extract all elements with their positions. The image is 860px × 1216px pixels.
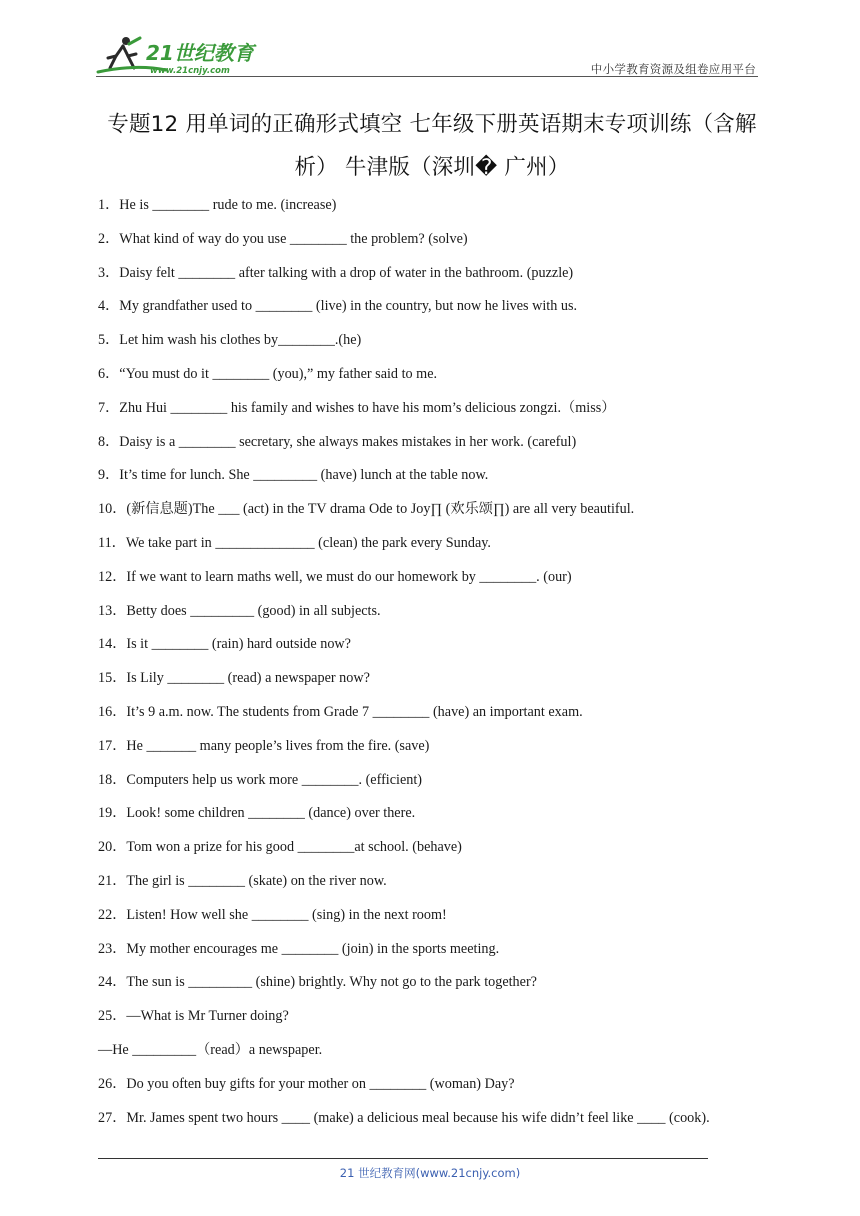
question-item <box>98 330 778 364</box>
question-number: 25． <box>98 1008 127 1025</box>
question-text: If we want to learn maths well, we must do our homework by ________. (our) <box>126 568 572 585</box>
question-item <box>98 736 778 770</box>
question-number: 5． <box>98 332 120 349</box>
question-text: It’s 9 a.m. now. The students from Grade 7 ________ (have) an important exam. <box>126 703 583 720</box>
question-text: Is it ________ (rain) hard outside now? <box>126 636 351 653</box>
svg-text:www.21cnjy.com: www.21cnjy.com <box>150 66 230 76</box>
question-item <box>98 1040 778 1074</box>
question-text: Betty does _________ (good) in all subjects. <box>126 602 381 619</box>
question-item <box>98 601 778 635</box>
question-number: 10． <box>98 501 127 518</box>
question-text: The girl is ________ (skate) on the river now. <box>126 872 387 889</box>
question-number: 21． <box>98 872 127 889</box>
footer-text: 21 世纪教育网(www.21cnjy.com) <box>339 1166 521 1180</box>
question-text: He _______ many people’s lives from the fire. (save) <box>126 737 430 754</box>
question-item <box>98 837 778 871</box>
page-header <box>96 30 758 78</box>
question-item <box>98 668 778 702</box>
question-text: My grandfather used to ________ (live) in the country, but now he lives with us. <box>119 298 578 315</box>
question-item <box>98 702 778 736</box>
question-number: 12． <box>98 568 127 585</box>
document-title: 专题12 用单词的正确形式填空 七年级下册英语期末专项训练（含解析） 牛津版（深圳� 广州） <box>107 112 757 180</box>
question-text: Look! some children ________ (dance) over there. <box>126 805 416 822</box>
header-divider <box>96 76 758 77</box>
footer-divider <box>98 1158 708 1159</box>
question-text: Daisy felt ________ after talking with a drop of water in the bathroom. (puzzle) <box>119 264 574 281</box>
question-text: Computers help us work more ________. (efficient) <box>126 771 423 788</box>
question-item <box>98 398 778 432</box>
question-text: What kind of way do you use ________ the problem? (solve) <box>119 230 468 247</box>
question-text: —He _________（read）a newspaper. <box>98 1041 323 1058</box>
question-item <box>98 432 778 466</box>
question-number: 24． <box>98 974 127 991</box>
question-item <box>98 1074 778 1108</box>
question-list <box>98 195 778 1141</box>
question-text: Daisy is a ________ secretary, she always makes mistakes in her work. (careful) <box>119 433 577 450</box>
svg-text:21世纪教育: 21世纪教育 <box>146 41 254 65</box>
question-text: The sun is _________ (shine) brightly. Why not go to the park together? <box>126 974 537 991</box>
question-item <box>98 1108 778 1142</box>
question-item <box>98 229 778 263</box>
question-item <box>98 263 778 297</box>
question-text: My mother encourages me ________ (join) in the sports meeting. <box>126 940 500 957</box>
question-number: 9． <box>98 467 120 484</box>
question-number: 13． <box>98 602 127 619</box>
question-number: 16． <box>98 703 127 720</box>
question-text: We take part in ______________ (clean) the park every Sunday. <box>125 534 491 551</box>
question-text: He is ________ rude to me. (increase) <box>119 197 337 213</box>
question-number: 7． <box>98 399 120 416</box>
question-number: 15． <box>98 670 127 687</box>
question-number: 26． <box>98 1075 127 1092</box>
site-logo <box>96 34 266 76</box>
question-number: 17． <box>98 737 127 754</box>
question-number: 14． <box>98 636 127 653</box>
question-item <box>98 871 778 905</box>
question-text: It’s time for lunch. She _________ (have) lunch at the table now. <box>119 467 489 484</box>
question-item <box>98 533 778 567</box>
question-item <box>98 195 778 229</box>
question-number: 27． <box>98 1109 127 1126</box>
question-text: Mr. James spent two hours ____ (make) a delicious meal because his wife didn’t feel like ____ (cook). <box>126 1109 710 1126</box>
question-item <box>98 634 778 668</box>
question-text: Zhu Hui ________ his family and wishes to have his mom’s delicious zongzi.（miss） <box>119 399 616 416</box>
question-number: 18． <box>98 771 127 788</box>
question-item <box>98 499 778 533</box>
question-text: Do you often buy gifts for your mother on ________ (woman) Day? <box>126 1075 515 1092</box>
question-item <box>98 364 778 398</box>
question-item <box>98 905 778 939</box>
question-text: (新信息题)The ___ (act) in the TV drama Ode to Joy∏ (欢乐颂∏) are all very beautiful. <box>126 501 635 518</box>
question-number: 4． <box>98 298 120 315</box>
question-text: —What is Mr Turner doing? <box>126 1008 289 1025</box>
question-text: Listen! How well she ________ (sing) in the next room! <box>126 906 447 923</box>
question-item <box>98 296 778 330</box>
question-number: 6． <box>98 365 120 382</box>
question-item <box>98 465 778 499</box>
question-number: 8． <box>98 433 120 450</box>
question-number: 20． <box>98 839 127 856</box>
question-number: 3． <box>98 264 120 281</box>
question-text: Tom won a prize for his good ________at school. (behave) <box>126 839 462 856</box>
question-number: 22． <box>98 906 127 923</box>
header-platform-text: 中小学教育资源及组卷应用平台 <box>590 62 756 76</box>
question-number: 2． <box>98 230 120 247</box>
question-item <box>98 972 778 1006</box>
question-text: Let him wash his clothes by________.(he) <box>119 332 362 349</box>
question-item <box>98 770 778 804</box>
question-item <box>98 939 778 973</box>
question-number: 19． <box>98 805 127 822</box>
question-item <box>98 567 778 601</box>
question-item <box>98 1006 778 1040</box>
question-text: Is Lily ________ (read) a newspaper now? <box>126 670 370 687</box>
question-number: 1． <box>98 197 120 213</box>
question-number: 11． <box>98 534 126 551</box>
question-text: “You must do it ________ (you),” my father said to me. <box>119 365 438 382</box>
question-item <box>98 803 778 837</box>
question-number: 23． <box>98 940 127 957</box>
